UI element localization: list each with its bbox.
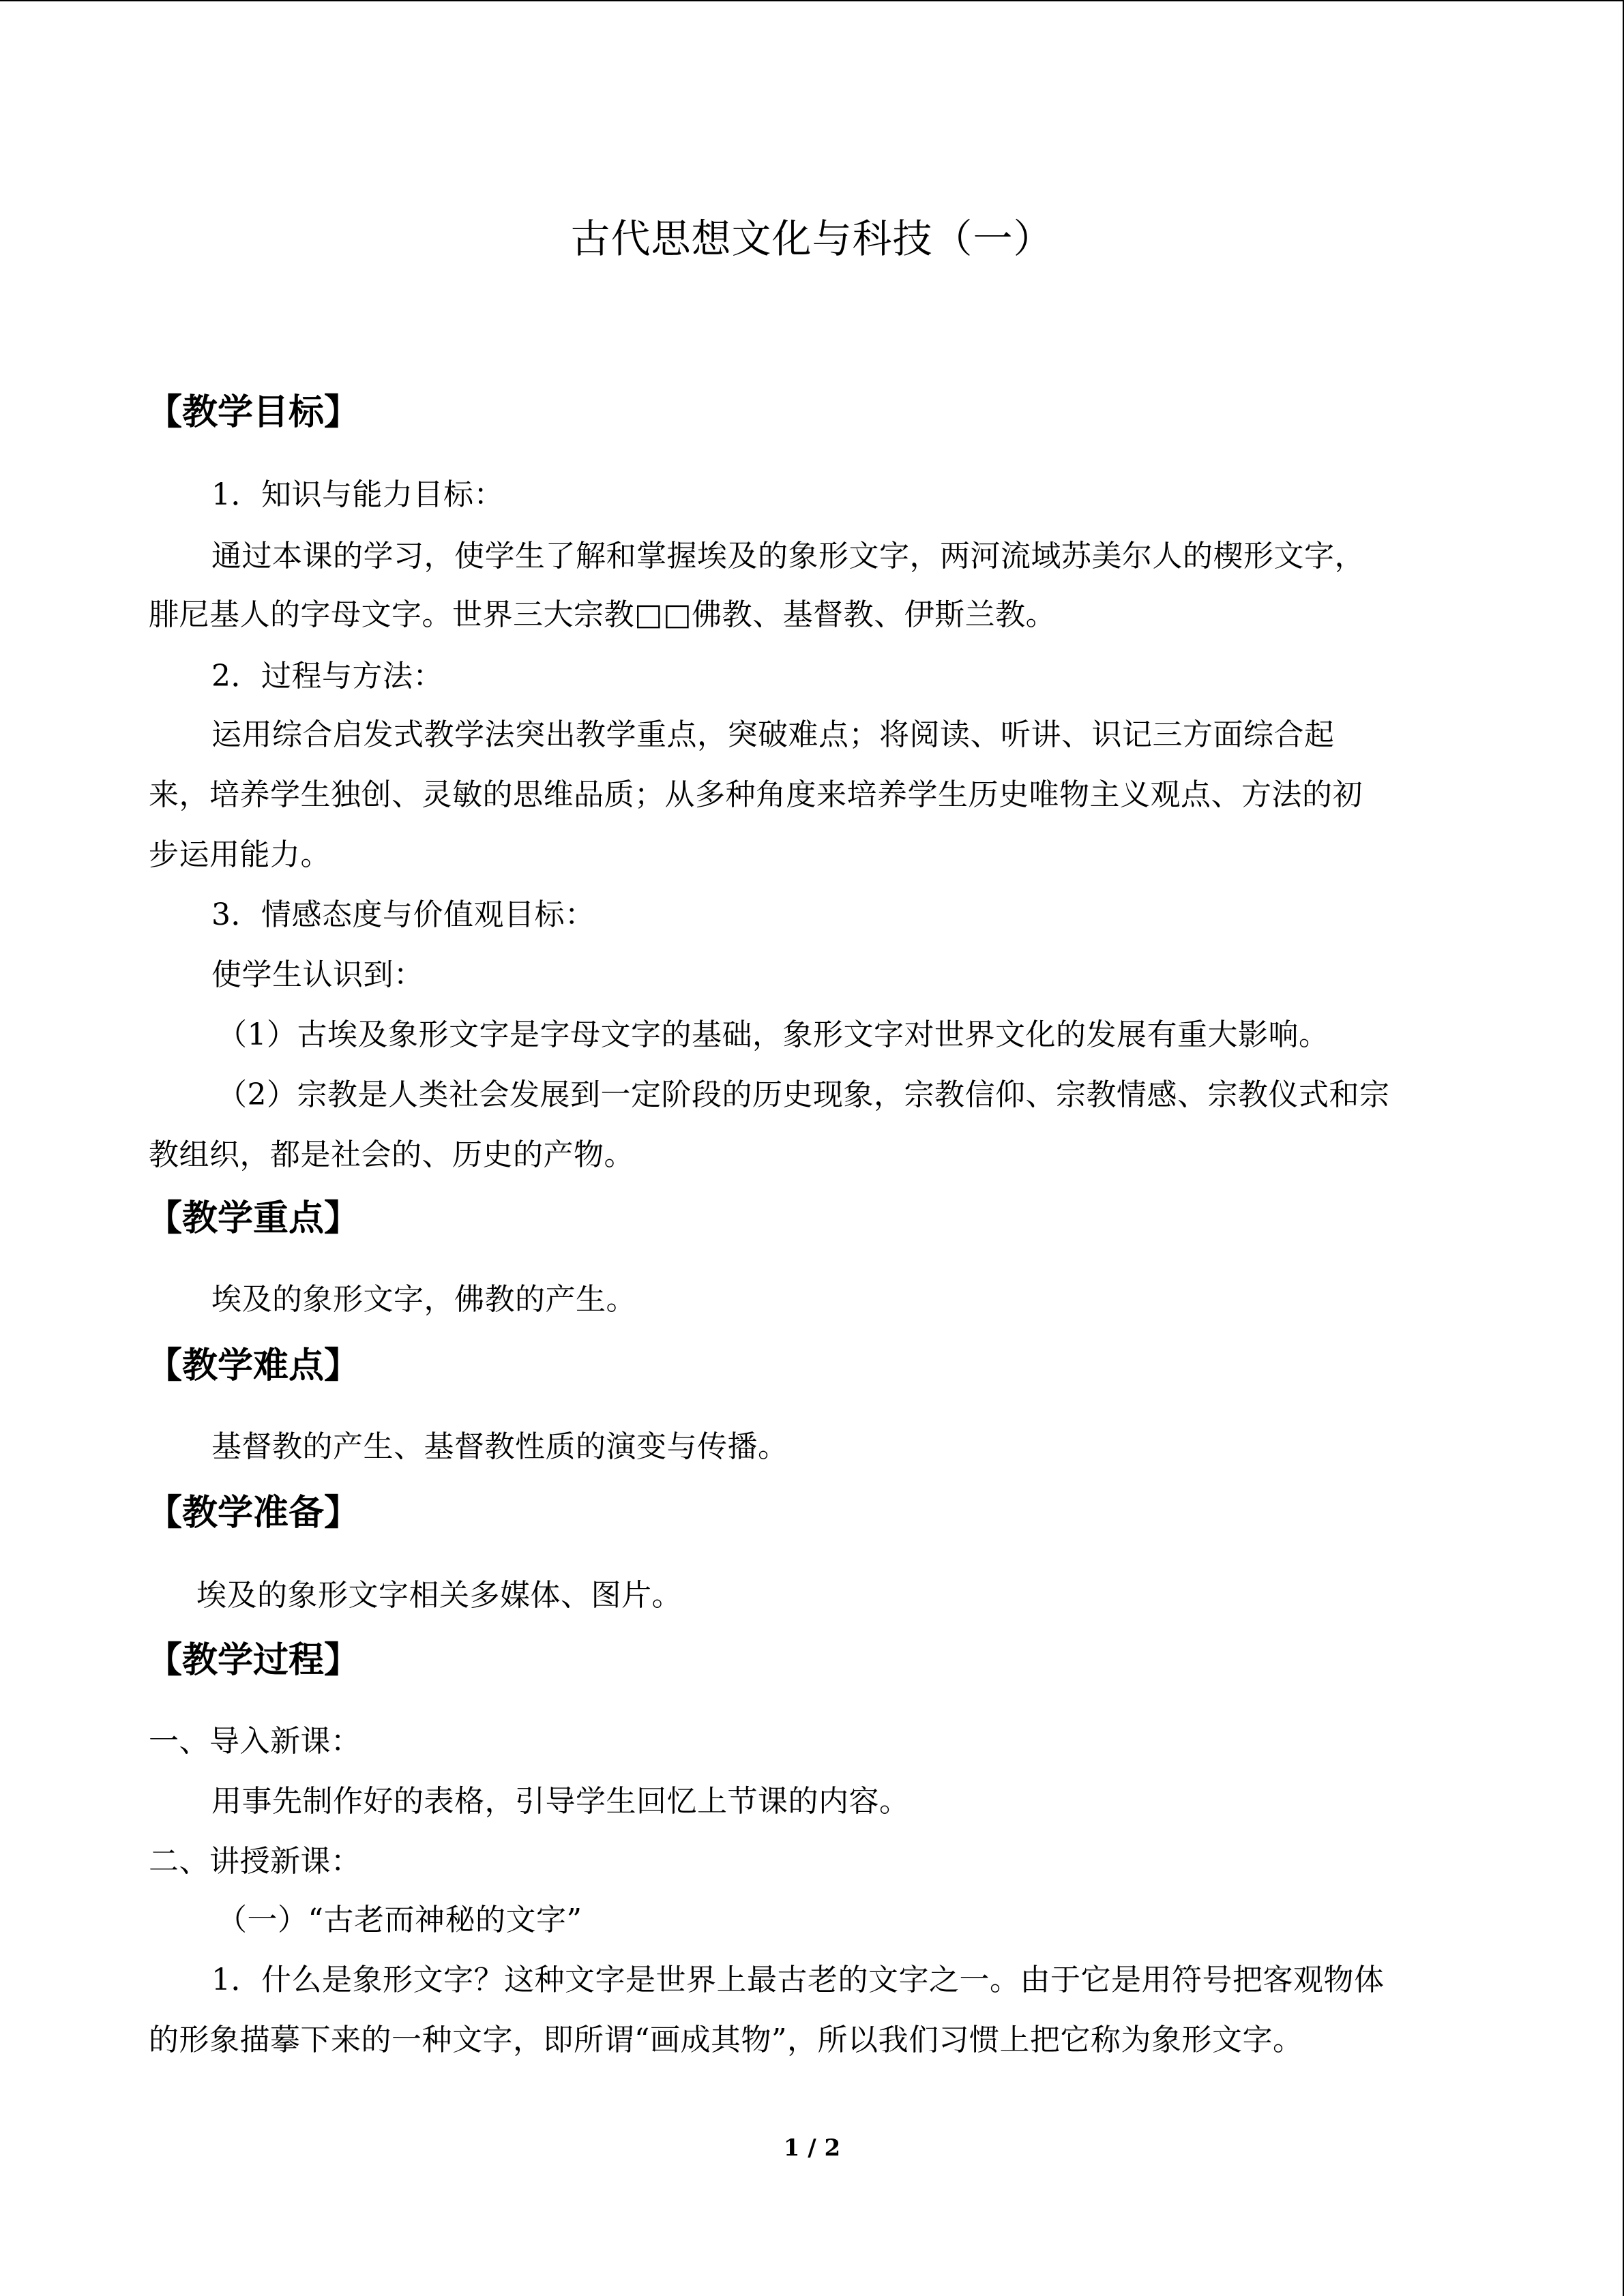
process-line: 用事先制作好的表格，引导学生回忆上节课的内容。 (211, 1784, 910, 1819)
process-line: 1．什么是象形文字？这种文字是世界上最古老的文字之一。由于它是用符号把客观物体 (211, 1963, 1385, 1997)
goals-line: 来，培养学生独创、灵敏的思维品质；从多种角度来培养学生历史唯物主义观点、方法的初 (149, 777, 1363, 812)
goals-line: 3．情感态度与价值观目标： (211, 897, 595, 932)
document-title: 古代思想文化与科技（一） (570, 215, 1054, 262)
goals-line: 使学生认识到： (211, 957, 424, 992)
page-number: 1 / 2 (783, 2134, 841, 2162)
process-line: 的形象描摹下来的一种文字，即所谓“画成其物”，所以我们习惯上把它称为象形文字。 (149, 2023, 1303, 2057)
goals-line: 2．过程与方法： (211, 659, 443, 694)
goals-line: 1．知识与能力目标： (211, 477, 504, 512)
goals-line: 运用综合启发式教学法突出教学重点，突破难点；将阅读、听讲、识记三方面综合起 (211, 717, 1335, 752)
heading-difficulties: 【教学难点】 (147, 1345, 360, 1386)
heading-key-points: 【教学重点】 (147, 1198, 360, 1239)
process-line: 一、导入新课： (149, 1724, 361, 1759)
heading-process: 【教学过程】 (147, 1640, 360, 1681)
goals-line: （2）宗教是人类社会发展到一定阶段的历史现象，宗教信仰、宗教情感、宗教仪式和宗 (217, 1077, 1390, 1112)
difficulties-line: 基督教的产生、基督教性质的演变与传播。 (211, 1429, 788, 1464)
goals-line: 步运用能力。 (149, 837, 331, 872)
goals-line: 通过本课的学习，使学生了解和掌握埃及的象形文字，两河流域苏美尔人的楔形文字， (211, 539, 1365, 573)
key-points-line: 埃及的象形文字，佛教的产生。 (211, 1282, 636, 1317)
goals-line: 教组织，都是社会的、历史的产物。 (149, 1137, 634, 1172)
heading-teaching-goals: 【教学目标】 (147, 392, 360, 433)
heading-preparation: 【教学准备】 (147, 1493, 360, 1534)
preparation-line: 埃及的象形文字相关多媒体、图片。 (196, 1578, 682, 1613)
process-line: 二、讲授新课： (149, 1844, 361, 1879)
goals-line: 腓尼基人的字母文字。世界三大宗教□□佛教、基督教、伊斯兰教。 (149, 597, 1057, 632)
goals-line: （1）古埃及象形文字是字母文字的基础，象形文字对世界文化的发展有重大影响。 (217, 1017, 1329, 1052)
process-line: （一）“古老而神秘的文字” (217, 1903, 582, 1937)
